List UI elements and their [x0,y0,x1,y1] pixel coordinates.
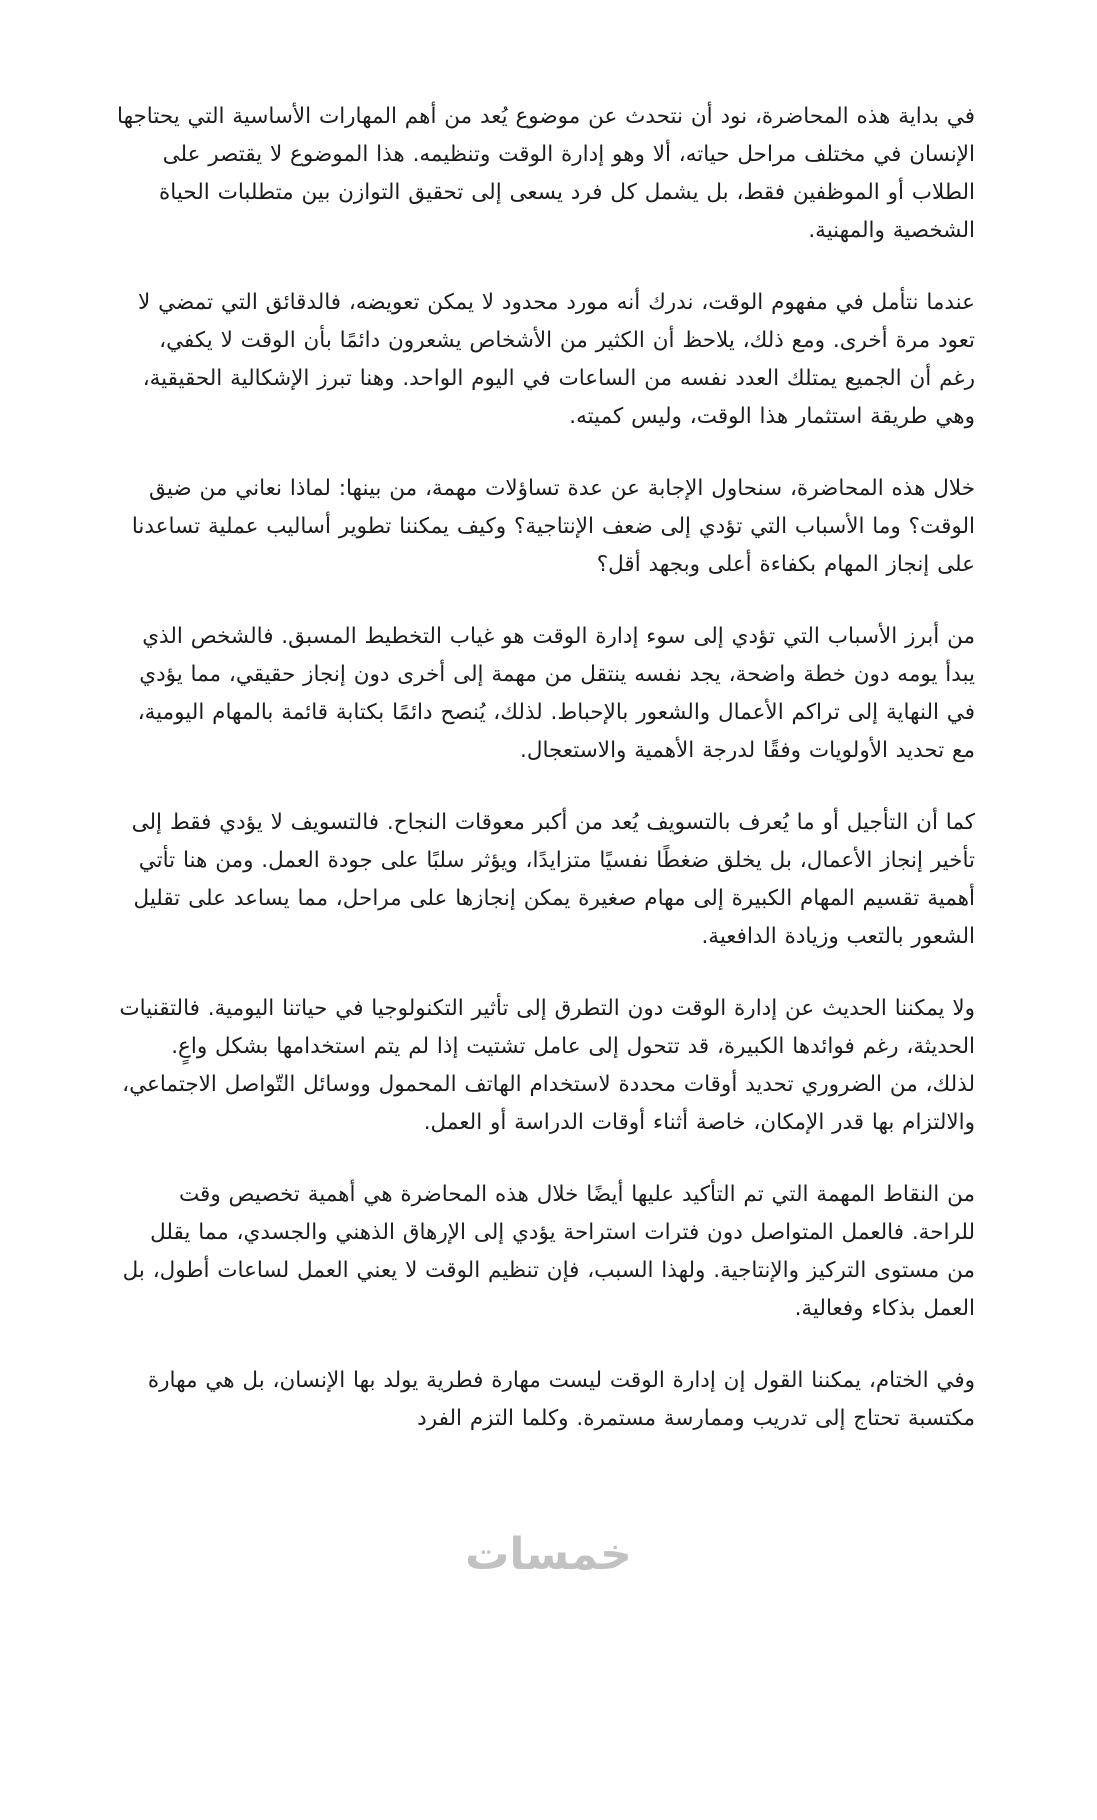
paragraph-conclusion: وفي الختام، يمكننا القول إن إدارة الوقت ليست مهارة فطرية يولد بها الإنسان، بل هي مهارة مكتسبة تحتاج إلى تدريب وممارسة مستمرة. وكلما التزم الفرد [147,1368,975,1431]
paragraph-time-concept: عندما نتأمل في مفهوم الوقت، ندرك أنه مورد محدود لا يمكن تعويضه، فالدقائق التي تمضي لا تعود مرة أخرى. ومع ذلك، يلاحظ أن الكثير من الأشخاص يشعرون دائمًا بأن الوقت لا يكفي، رغم أن الجميع يمتلك العدد نفسه من الساعات في اليوم الواحد. وهنا تبرز الإشكالية الحقيقية، وهي طريقة استثمار هذا الوقت، وليس كميته. [137,290,975,429]
khamsat-watermark-logo: خمسات [465,1529,632,1580]
paragraph-lecture-questions: خلال هذه المحاضرة، سنحاول الإجابة عن عدة تساؤلات مهمة، من بينها: لماذا نعاني من ضيق الوقت؟ وما الأسباب التي تؤدي إلى ضعف الإنتاجية؟ وكيف يمكننا تطوير أساليب عملية تساعدنا على إنجاز المهام بكفاءة أعلى وبجهد أقل؟ [131,476,975,577]
paragraph-technology: ولا يمكننا الحديث عن إدارة الوقت دون التطرق إلى تأثير التكنولوجيا في حياتنا اليومية. فالتقنيات الحديثة، رغم فوائدها الكبيرة، قد تتحول إلى عامل تشتيت إذا لم يتم استخدامها بشكل واعٍ. لذلك، من الضروري تحديد أوقات محددة لاستخدام الهاتف المحمول ووسائل التّواصل الاجتماعي، والالتزام بها قدر الإمكان، خاصة أثناء أوقات الدراسة أو العمل. [119,996,975,1135]
paragraph-intro: في بداية هذه المحاضرة، نود أن نتحدث عن موضوع يُعد من أهم المهارات الأساسية التي يحتاجها الإنسان في مختلف مراحل حياته، ألا وهو إدارة الوقت وتنظيمه. هذا الموضوع لا يقتصر على الطلاب أو الموظفين فقط، بل يشمل كل فرد يسعى إلى تحقيق التوازن بين متطلبات الحياة الشخصية والمهنية. [117,104,975,243]
paragraph-planning: من أبرز الأسباب التي تؤدي إلى سوء إدارة الوقت هو غياب التخطيط المسبق. فالشخص الذي يبدأ يومه دون خطة واضحة، يجد نفسه ينتقل من مهمة إلى أخرى دون إنجاز حقيقي، مما يؤدي في النهاية إلى تراكم الأعمال والشعور بالإحباط. لذلك، يُنصح دائمًا بكتابة قائمة بالمهام اليومية، مع تحديد الأولويات وفقًا لدرجة الأهمية والاستعجال. [137,624,975,763]
paragraph-procrastination: كما أن التأجيل أو ما يُعرف بالتسويف يُعد من أكبر معوقات النجاح. فالتسويف لا يؤدي فقط إلى تأخير إنجاز الأعمال، بل يخلق ضغطًا نفسيًا متزايدًا، ويؤثر سلبًا على جودة العمل. ومن هنا تأتي أهمية تقسيم المهام الكبيرة إلى مهام صغيرة يمكن إنجازها على مراحل، مما يساعد على تقليل الشعور بالتعب وزيادة الدافعية. [131,810,975,949]
paragraph-rest: من النقاط المهمة التي تم التأكيد عليها أيضًا خلال هذه المحاضرة هي أهمية تخصيص وقت للراحة. فالعمل المتواصل دون فترات استراحة يؤدي إلى الإرهاق الذهني والجسدي، مما يقلل من مستوى التركيز والإنتاجية. ولهذا السبب، فإن تنظيم الوقت لا يعني العمل لساعات أطول، بل العمل بذكاء وفعالية. [122,1182,975,1321]
document-body [117,98,975,1472]
